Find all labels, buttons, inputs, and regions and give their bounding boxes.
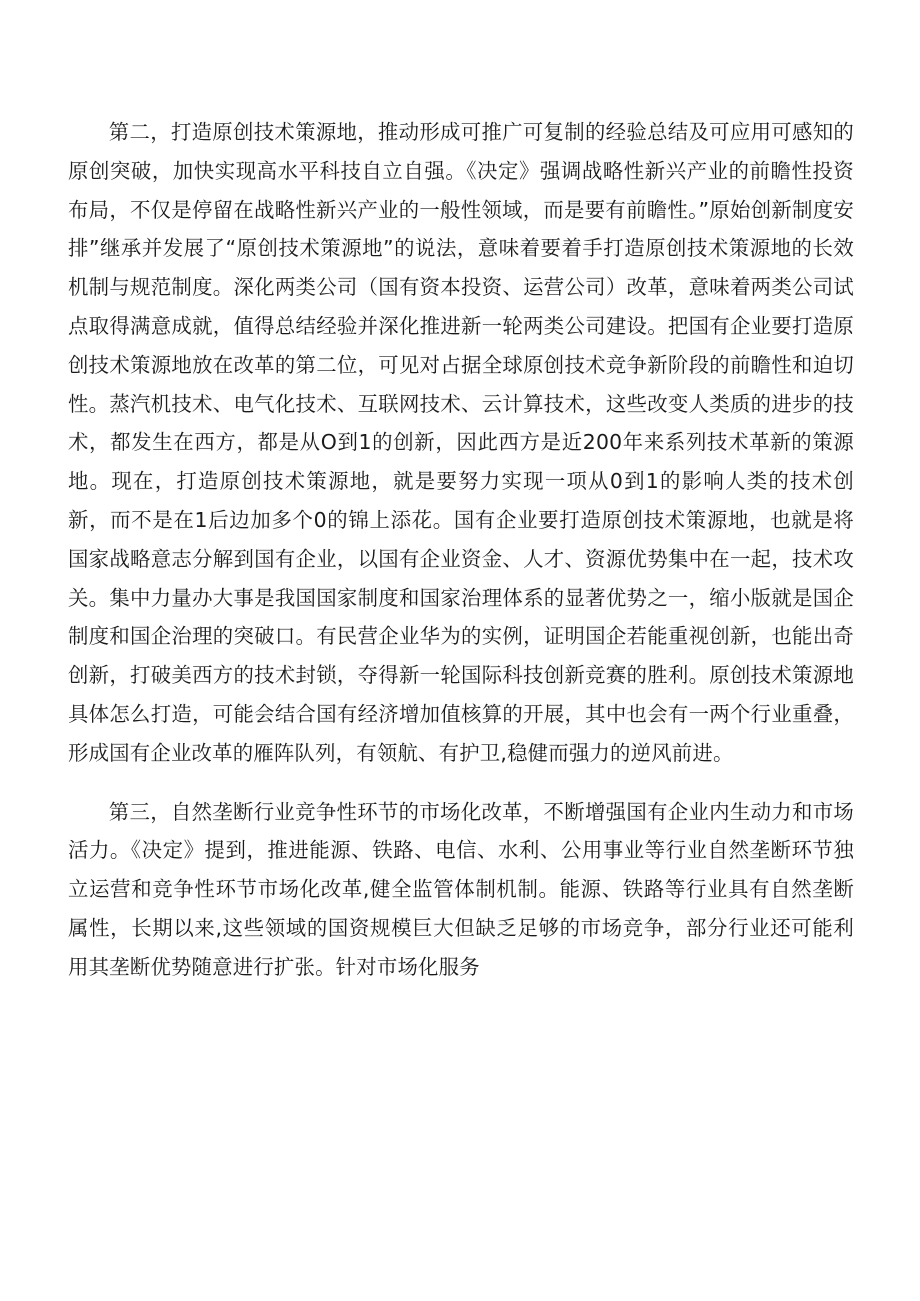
paragraph-second-point: 第二，打造原创技术策源地，推动形成可推广可复制的经验总结及可应用可感知的原创突破，加快实现高水平科技自立自强。《决定》强调战略性新兴产业的前瞻性投资布局，不仅是停留在战略性新兴产业的一般性领域，而是要有前瞻性。”原始创新制度安排”继承并发展了“原创技术策源地”的说法，意味着要着手打造原创技术策源地的长效机制与规范制度。深化两类公司（国有资本投资、运营公司）改革，意味着两类公司试点取得满意成就，值得总结经验并深化推进新一轮两类公司建设。把国有企业要打造原创技术策源地放在改革的第二位，可见对占据全球原创技术竞争新阶段的前瞻性和迫切性。蒸汽机技术、电气化技术、互联网技术、云计算技术，这些改变人类质的进步的技术，都发生在西方，都是从O到1的创新，因此西方是近200年来系列技术革新的策源地。现在，打造原创技术策源地，就是要努力实现一项从0到1的影响人类的技术创新，而不是在1后边加多个0的锦上添花。国有企业要打造原创技术策源地，也就是将国家战略意志分解到国有企业，以国有企业资金、人才、资源优势集中在一起，技术攻关。集中力量办大事是我国国家制度和国家治理体系的显著优势之一，缩小版就是国企制度和国企治理的突破口。有民营企业华为的实例，证明国企若能重视创新，也能出奇创新，打破美西方的技术封锁，夺得新一轮国际科技创新竞赛的胜利。原创技术策源地具体怎么打造，可能会结合国有经济增加值核算的开展，其中也会有一两个行业重叠，形成国有企业改革的雁阵队列，有领航、有护卫,稳健而强力的逆风前进。 <box>68 120 854 765</box>
paragraph-third-point: 第三，自然垄断行业竞争性环节的市场化改革，不断增强国有企业内生动力和市场活力。《决定》提到，推进能源、铁路、电信、水利、公用事业等行业自然垄断环节独立运营和竞争性环节市场化改革,健全监管体制机制。能源、铁路等行业具有自然垄断属性，长期以来,这些领域的国资规模巨大但缺乏足够的市场竞争，部分行业还可能利用其垄断优势随意进行扩张。针对市场化服务 <box>68 799 854 979</box>
